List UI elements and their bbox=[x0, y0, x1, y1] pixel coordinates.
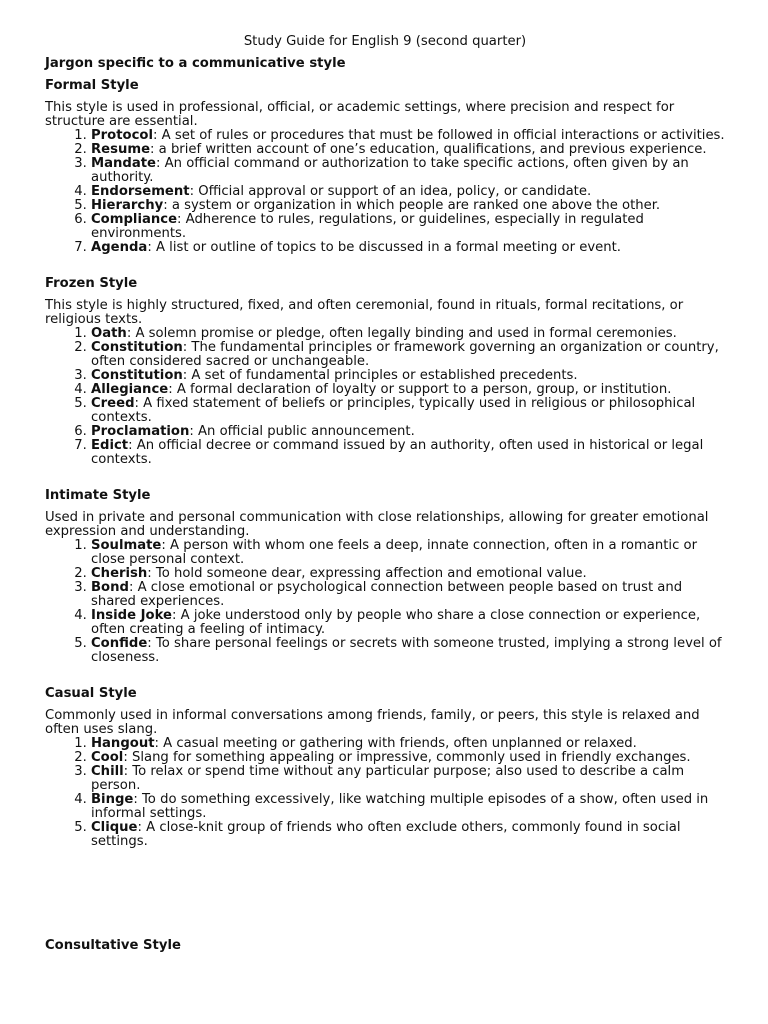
term-name: Edict bbox=[91, 438, 129, 453]
term-name: Hangout bbox=[91, 736, 155, 751]
formal-style-intro: This style is used in professional, official, or academic settings, where precision and respect for structure are essential. bbox=[45, 100, 675, 129]
list-item bbox=[91, 439, 725, 467]
term-definition: : To hold someone dear, expressing affection and emotional value. bbox=[147, 566, 587, 581]
document-page bbox=[45, 35, 725, 961]
term-definition: : A list or outline of topics to be discussed in a formal meeting or event. bbox=[147, 240, 621, 255]
term-name: Chill bbox=[91, 764, 124, 779]
term-definition: : A formal declaration of loyalty or support to a person, group, or institution. bbox=[168, 382, 672, 397]
formal-style-term-list bbox=[45, 129, 725, 255]
list-item bbox=[91, 793, 725, 821]
list-item bbox=[91, 369, 725, 383]
term-definition: : A solemn promise or pledge, often legally binding and used in formal ceremonies. bbox=[126, 326, 677, 341]
list-item bbox=[91, 129, 725, 143]
term-definition: : A fixed statement of beliefs or principles, typically used in religious or philosophical contexts. bbox=[91, 396, 696, 425]
intimate-style-section bbox=[45, 489, 725, 687]
term-definition: : A joke understood only by people who share a close connection or experience, often creating a feeling of intimacy. bbox=[91, 608, 701, 637]
intimate-style-heading: Intimate Style bbox=[45, 488, 151, 503]
term-definition: : A set of rules or procedures that must be followed in official interactions or activities. bbox=[153, 128, 725, 143]
list-item bbox=[91, 341, 725, 369]
section-spacer bbox=[45, 849, 725, 871]
list-item bbox=[91, 143, 725, 157]
list-item bbox=[91, 609, 725, 637]
term-definition: : An official command or authorization to take specific actions, often given by an authority. bbox=[91, 156, 689, 185]
term-name: Confide bbox=[91, 636, 148, 651]
term-name: Constitution bbox=[91, 340, 183, 355]
list-item bbox=[91, 567, 725, 581]
term-name: Bond bbox=[91, 580, 129, 595]
intimate-style-term-list bbox=[45, 539, 725, 665]
frozen-style-term-list bbox=[45, 327, 725, 467]
casual-style-intro: Commonly used in informal conversations among friends, family, or peers, this style is relaxed and often uses slang. bbox=[45, 708, 700, 737]
consultative-style-heading: Consultative Style bbox=[45, 938, 181, 953]
section-spacer bbox=[45, 665, 725, 687]
term-definition: : A close-knit group of friends who often exclude others, commonly found in social settings. bbox=[91, 820, 681, 849]
term-name: Creed bbox=[91, 396, 135, 411]
term-definition: : An official decree or command issued by an authority, often used in historical or legal contexts. bbox=[91, 438, 704, 467]
list-item bbox=[91, 199, 725, 213]
term-definition: : To share personal feelings or secrets with someone trusted, implying a strong level of closeness. bbox=[91, 636, 722, 665]
term-name: Resume bbox=[91, 142, 151, 157]
term-definition: : Official approval or support of an idea, policy, or candidate. bbox=[189, 184, 592, 199]
sections-container bbox=[45, 79, 725, 871]
term-definition: : A casual meeting or gathering with friends, often unplanned or relaxed. bbox=[154, 736, 637, 751]
list-item bbox=[91, 637, 725, 665]
casual-style-heading: Casual Style bbox=[45, 686, 137, 701]
term-definition: : The fundamental principles or framework governing an organization or country, often considered sacred or unchangeable. bbox=[91, 340, 719, 369]
term-name: Hierarchy bbox=[91, 198, 164, 213]
list-item bbox=[91, 241, 725, 255]
frozen-style-section bbox=[45, 277, 725, 489]
term-name: Protocol bbox=[91, 128, 153, 143]
document-title: Study Guide for English 9 (second quarter) bbox=[243, 34, 527, 49]
formal-style-heading: Formal Style bbox=[45, 78, 139, 93]
term-definition: : A close emotional or psychological connection between people based on trust and shared experiences. bbox=[91, 580, 683, 609]
section-spacer bbox=[45, 467, 725, 489]
list-item bbox=[91, 539, 725, 567]
list-item bbox=[91, 737, 725, 751]
term-definition: : a brief written account of one’s education, qualifications, and previous experience. bbox=[150, 142, 707, 157]
term-definition: : An official public announcement. bbox=[189, 424, 415, 439]
term-name: Cool bbox=[91, 750, 124, 765]
formal-style-section bbox=[45, 79, 725, 277]
term-definition: : A person with whom one feels a deep, innate connection, often in a romantic or close personal context. bbox=[91, 538, 698, 567]
term-name: Constitution bbox=[91, 368, 183, 383]
term-definition: : To relax or spend time without any particular purpose; also used to describe a calm person. bbox=[91, 764, 685, 793]
term-name: Binge bbox=[91, 792, 134, 807]
list-item bbox=[91, 821, 725, 849]
term-name: Endorsement bbox=[91, 184, 190, 199]
casual-style-term-list bbox=[45, 737, 725, 849]
list-item bbox=[91, 383, 725, 397]
list-item bbox=[91, 157, 725, 185]
term-name: Mandate bbox=[91, 156, 156, 171]
list-item bbox=[91, 751, 725, 765]
term-name: Oath bbox=[91, 326, 127, 341]
term-name: Clique bbox=[91, 820, 138, 835]
frozen-style-intro: This style is highly structured, fixed, and often ceremonial, found in rituals, formal recitations, or religious texts. bbox=[45, 298, 684, 327]
main-heading: Jargon specific to a communicative style bbox=[45, 56, 346, 71]
term-definition: : a system or organization in which people are ranked one above the other. bbox=[163, 198, 661, 213]
frozen-style-heading: Frozen Style bbox=[45, 276, 138, 291]
term-name: Compliance bbox=[91, 212, 178, 227]
list-item bbox=[91, 213, 725, 241]
term-definition: : To do something excessively, like watching multiple episodes of a show, often used in informal settings. bbox=[91, 792, 709, 821]
term-definition: : Slang for something appealing or impressive, commonly used in friendly exchanges. bbox=[123, 750, 691, 765]
list-item bbox=[91, 765, 725, 793]
casual-style-section bbox=[45, 687, 725, 871]
term-definition: : Adherence to rules, regulations, or guidelines, especially in regulated environments. bbox=[91, 212, 644, 241]
section-spacer bbox=[45, 255, 725, 277]
term-name: Inside Joke bbox=[91, 608, 172, 623]
list-item bbox=[91, 397, 725, 425]
term-name: Proclamation bbox=[91, 424, 190, 439]
list-item bbox=[91, 185, 725, 199]
term-name: Soulmate bbox=[91, 538, 162, 553]
term-name: Agenda bbox=[91, 240, 148, 255]
term-name: Allegiance bbox=[91, 382, 169, 397]
list-item bbox=[91, 425, 725, 439]
list-item bbox=[91, 327, 725, 341]
intimate-style-intro: Used in private and personal communication with close relationships, allowing for greater emotional expression and understanding. bbox=[45, 510, 709, 539]
term-definition: : A set of fundamental principles or established precedents. bbox=[182, 368, 578, 383]
list-item bbox=[91, 581, 725, 609]
term-name: Cherish bbox=[91, 566, 148, 581]
